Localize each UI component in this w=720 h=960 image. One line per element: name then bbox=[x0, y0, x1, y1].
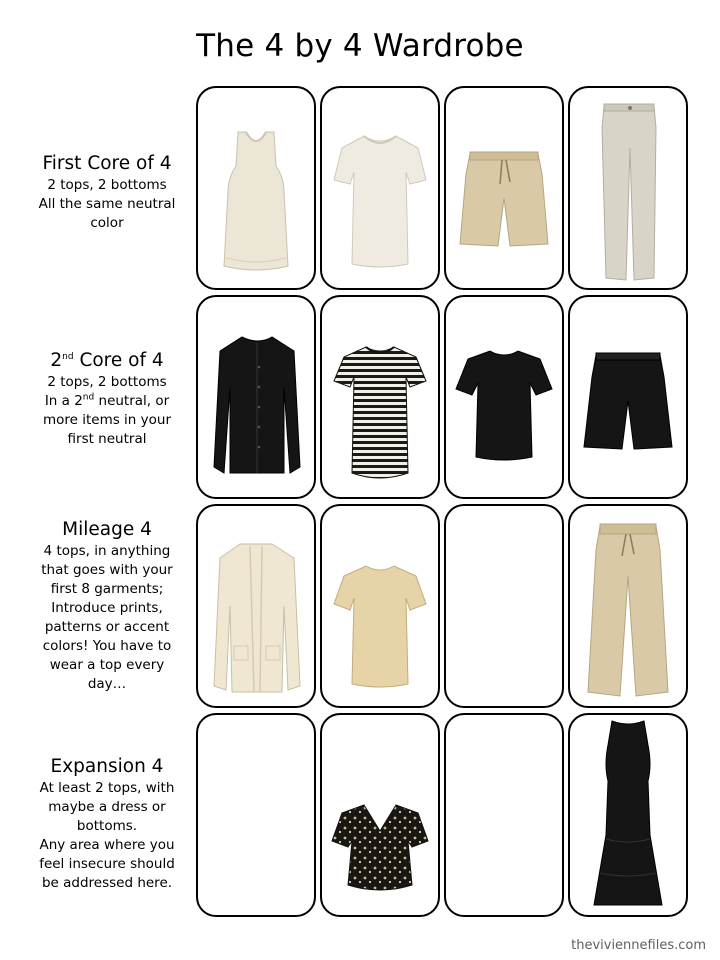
row-heading: First Core of 4 bbox=[42, 153, 172, 174]
row-desc-line: Any area where you bbox=[39, 837, 175, 853]
row-heading: Mileage 4 bbox=[62, 519, 152, 540]
row-heading: Expansion 4 bbox=[50, 756, 164, 777]
row-label-mileage bbox=[14, 518, 200, 694]
site-credit: theviviennefiles.com bbox=[571, 938, 706, 953]
garment-card-empty[interactable] bbox=[196, 713, 316, 917]
garment-card-black-tiered-dress[interactable] bbox=[568, 713, 688, 917]
tiered-dress-image bbox=[570, 715, 686, 915]
row-label-second-core bbox=[14, 349, 200, 449]
row-desc-line: color bbox=[90, 215, 124, 231]
garment-card-ivory-long-cardigan[interactable] bbox=[196, 504, 316, 708]
garment-card-ivory-tank-top[interactable] bbox=[196, 86, 316, 290]
row-desc-line: that goes with your bbox=[41, 562, 173, 578]
striped-tee-image bbox=[322, 297, 438, 497]
garment-card-black-tee[interactable] bbox=[444, 295, 564, 499]
shorts-image bbox=[446, 88, 562, 288]
tee-image bbox=[322, 88, 438, 288]
row-label-expansion bbox=[14, 755, 200, 893]
garment-card-black-floral-top[interactable] bbox=[320, 713, 440, 917]
garment-card-tan-tee[interactable] bbox=[320, 504, 440, 708]
row-desc-line: feel insecure should bbox=[39, 856, 175, 872]
row-desc-line: first 8 garments; bbox=[50, 581, 164, 597]
row-desc-line: day… bbox=[87, 676, 127, 692]
row-desc-line: more items in your bbox=[42, 412, 172, 428]
row-desc-line: wear a top every bbox=[49, 657, 165, 673]
cardigan-image bbox=[198, 297, 314, 497]
row-desc-line: 2 tops, 2 bottoms bbox=[47, 374, 167, 390]
row-desc-line: colors! You have to bbox=[42, 638, 172, 654]
garment-card-empty[interactable] bbox=[444, 504, 564, 708]
long-cardigan-image bbox=[198, 506, 314, 706]
garment-card-khaki-shorts[interactable] bbox=[444, 86, 564, 290]
garment-card-black-shorts[interactable] bbox=[568, 295, 688, 499]
row-heading: 2nd Core of 4 bbox=[50, 350, 164, 371]
garment-card-stone-jeans[interactable] bbox=[568, 86, 688, 290]
tan-tee-image bbox=[322, 506, 438, 706]
row-desc-line: patterns or accent bbox=[44, 619, 170, 635]
row-desc-line: maybe a dress or bbox=[48, 799, 166, 815]
row-desc-line: All the same neutral bbox=[38, 196, 176, 212]
garment-card-empty[interactable] bbox=[444, 713, 564, 917]
row-desc-line: In a 2nd neutral, or bbox=[44, 392, 170, 409]
garment-card-khaki-drawstring-pants[interactable] bbox=[568, 504, 688, 708]
row-desc-line: 2 tops, 2 bottoms bbox=[47, 177, 167, 193]
row-desc-line: At least 2 tops, with bbox=[39, 780, 175, 796]
black-tee-image bbox=[446, 297, 562, 497]
black-shorts-image bbox=[570, 297, 686, 497]
row-desc-line: Introduce prints, bbox=[51, 600, 163, 616]
row-desc-line: first neutral bbox=[67, 431, 147, 447]
tank-top-image bbox=[198, 88, 314, 288]
drawstring-pants-image bbox=[570, 506, 686, 706]
page-title: The 4 by 4 Wardrobe bbox=[196, 28, 524, 64]
garment-card-striped-tee[interactable] bbox=[320, 295, 440, 499]
garment-card-black-cardigan[interactable] bbox=[196, 295, 316, 499]
row-label-first-core bbox=[14, 152, 200, 233]
floral-top-image bbox=[322, 715, 438, 915]
row-desc-line: bottoms. bbox=[76, 818, 138, 834]
jeans-image bbox=[570, 88, 686, 288]
row-desc-line: be addressed here. bbox=[41, 875, 173, 891]
garment-card-ivory-tee[interactable] bbox=[320, 86, 440, 290]
row-desc-line: 4 tops, in anything bbox=[43, 543, 171, 559]
